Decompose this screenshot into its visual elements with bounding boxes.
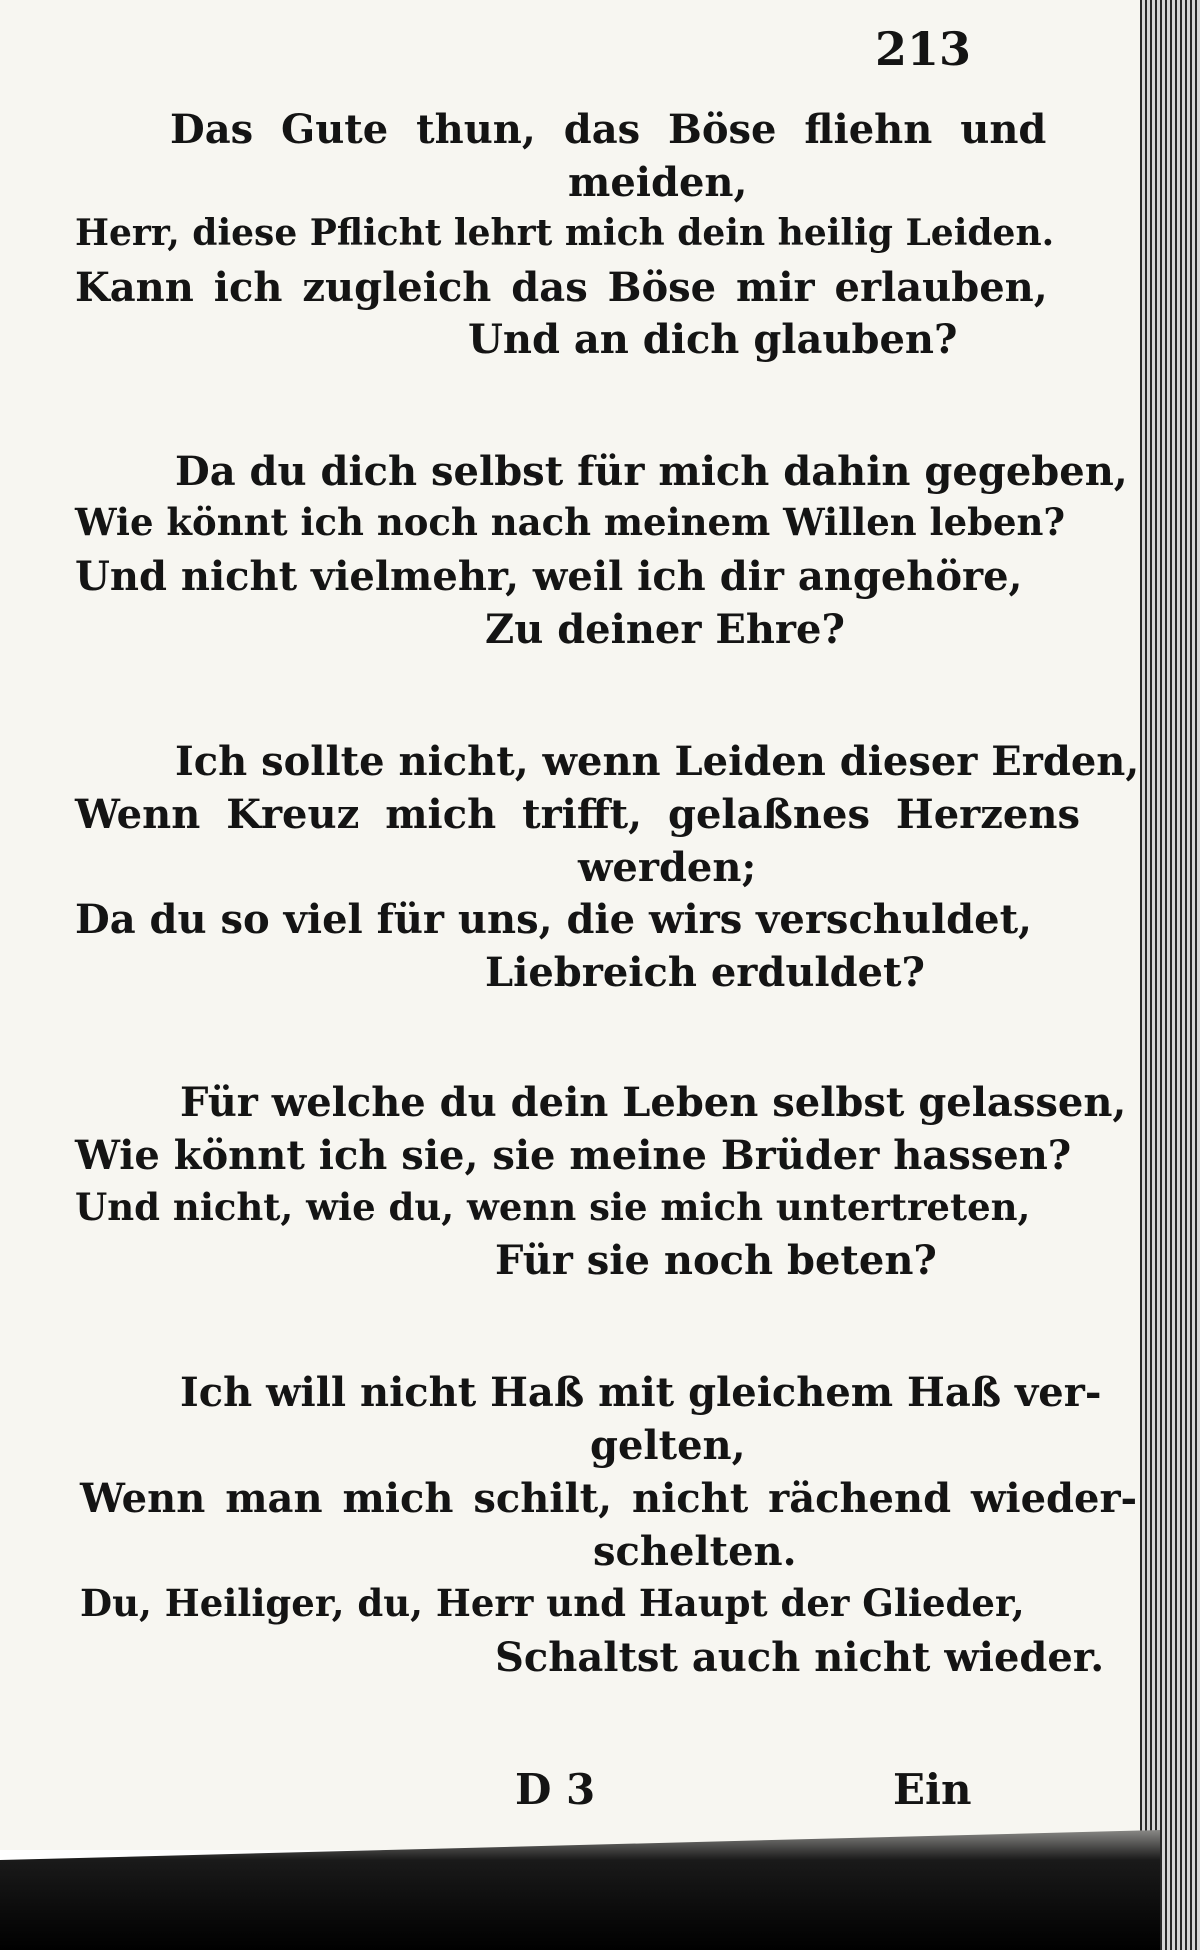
catchword: Ein (893, 1765, 972, 1814)
stanza-5-line-5: Du, Heiliger, du, Herr und Haupt der Glieder, (80, 1581, 1025, 1625)
page-number: 213 (875, 22, 972, 76)
stanza-2-line-2: Wie könnt ich noch nach meinem Willen leben? (75, 500, 1066, 544)
stanza-2-line-3: Und nicht vielmehr, weil ich dir angehöre, (75, 553, 1023, 600)
stanza-1-line-3: Herr, diese Pflicht lehrt mich dein heilig Leiden. (75, 212, 1055, 254)
stanza-5-line-2: gelten, (590, 1422, 746, 1469)
stanza-5-line-3: Wenn man mich schilt, nicht rächend wieder- (80, 1475, 1138, 1522)
stanza-3-line-2: Wenn Kreuz mich trifft, gelaßnes Herzens (75, 791, 1080, 838)
stanza-5-line-4: schelten. (593, 1528, 797, 1575)
stanza-1-line-2: meiden, (568, 159, 748, 206)
stanza-5-line-1: Ich will nicht Haß mit gleichem Haß ver- (180, 1369, 1102, 1416)
stanza-3-line-4: Da du so viel für uns, die wirs verschuldet, (75, 896, 1032, 943)
stanza-5-line-6: Schaltst auch nicht wieder. (495, 1634, 1105, 1681)
stanza-1-line-4: Kann ich zugleich das Böse mir erlauben, (75, 264, 1048, 311)
page-edge (1140, 0, 1200, 1950)
stanza-4-line-4: Für sie noch beten? (495, 1237, 937, 1284)
stanza-4-line-3: Und nicht, wie du, wenn sie mich untertreten, (75, 1185, 1031, 1229)
stanza-2-line-1: Da du dich selbst für mich dahin gegeben, (175, 448, 1128, 495)
signature-mark: D 3 (515, 1765, 596, 1814)
stanza-3-line-1: Ich sollte nicht, wenn Leiden dieser Erden, (175, 738, 1140, 785)
stanza-4-line-1: Für welche du dein Leben selbst gelassen, (180, 1079, 1127, 1126)
stanza-3-line-3: werden; (578, 844, 757, 891)
stanza-1-line-5: Und an dich glauben? (468, 316, 958, 363)
stanza-1-line-1: Das Gute thun, das Böse fliehn und (170, 106, 1047, 153)
stanza-2-line-4: Zu deiner Ehre? (485, 606, 845, 653)
stanza-3-line-5: Liebreich erduldet? (485, 949, 925, 996)
stanza-4-line-2: Wie könnt ich sie, sie meine Brüder hassen? (75, 1132, 1072, 1179)
